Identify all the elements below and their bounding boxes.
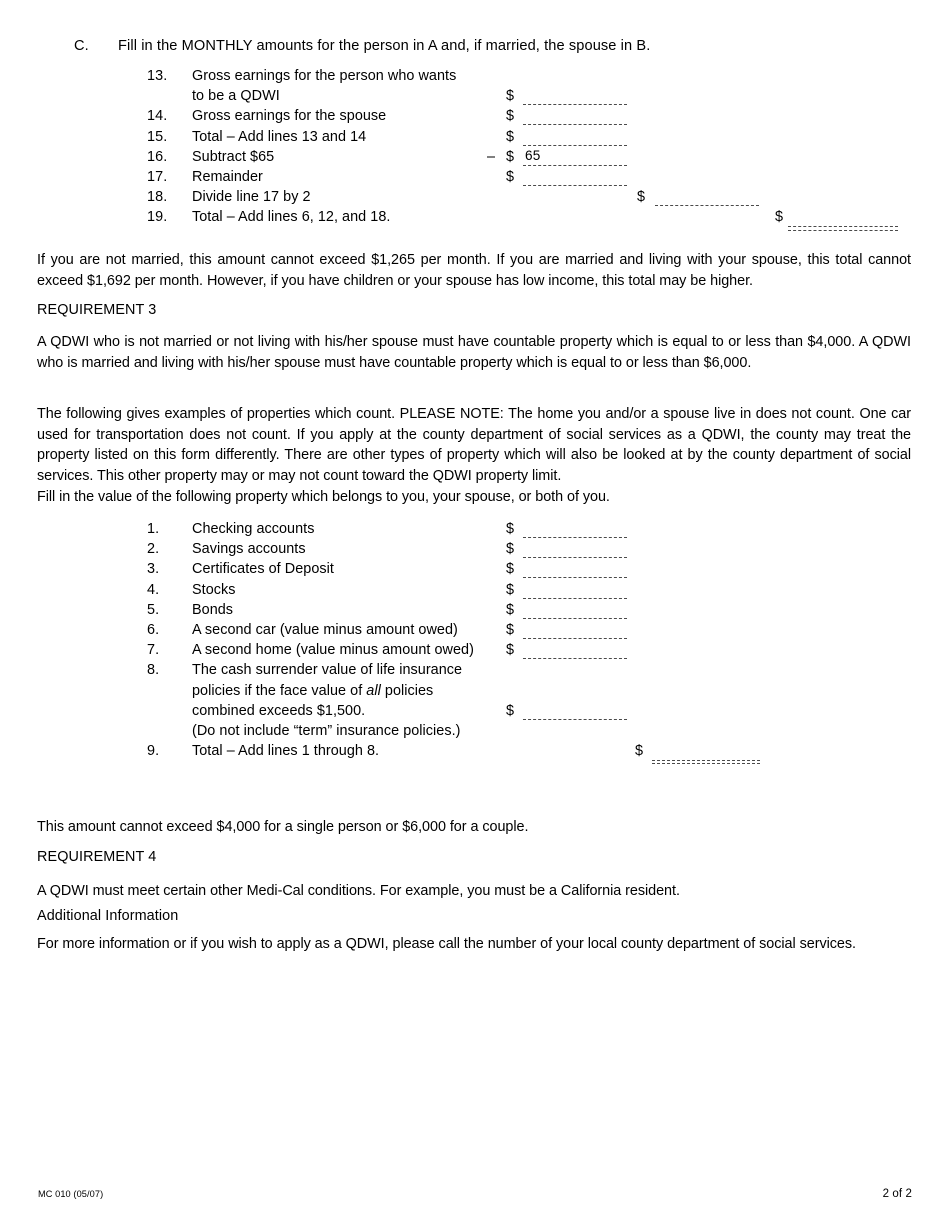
currency-symbol: $: [506, 148, 515, 165]
item-number: 13.: [147, 68, 168, 84]
section-c-text: Fill in the MONTHLY amounts for the person in A and, if married, the spouse in B.: [118, 38, 651, 54]
currency-symbol: $: [506, 642, 515, 659]
list-item: [147, 129, 907, 149]
item-number: 14.: [147, 108, 168, 125]
fill-in-line[interactable]: [523, 577, 627, 578]
fill-in-line[interactable]: [523, 618, 627, 619]
fill-in-line[interactable]: [523, 185, 627, 186]
item8-l2-post: policies: [380, 682, 434, 699]
property-note-paragraph: This amount cannot exceed $4,000 for a single person or $6,000 for a couple.: [37, 819, 529, 835]
requirement-3-heading: REQUIREMENT 3: [37, 302, 157, 318]
item-label-continued: (Do not include “term” insurance policies.): [192, 722, 461, 739]
item-number: 6.: [147, 621, 160, 638]
item-8-line-4: [147, 723, 907, 743]
currency-symbol: $: [506, 168, 515, 185]
list-item: [147, 743, 907, 763]
item-number: 5.: [147, 601, 160, 618]
item-label: Gross earnings for the person who wants: [192, 68, 457, 84]
item-label: Divide line 17 by 2: [192, 189, 311, 206]
additional-information-heading: Additional Information: [37, 908, 179, 924]
item-label: A second car (value minus amount owed): [192, 621, 458, 638]
currency-symbol: $: [506, 521, 515, 537]
additional-information-paragraph: For more information or if you wish to apply as a QDWI, please call the number of your local county department of social services.: [37, 936, 856, 952]
currency-symbol: $: [506, 108, 515, 125]
item-label: Total – Add lines 6, 12, and 18.: [192, 209, 391, 226]
currency-symbol: $: [506, 561, 515, 578]
requirement-3-paragraph-3: Fill in the value of the following property which belongs to you, your spouse, or both of you.: [37, 489, 610, 505]
item-number: 1.: [147, 521, 160, 537]
item-number: 15.: [147, 128, 168, 145]
fill-in-line-total[interactable]: [652, 760, 760, 761]
item-number: 4.: [147, 581, 160, 598]
item-label: A second home (value minus amount owed): [192, 642, 474, 659]
requirement-4-paragraph: A QDWI must meet certain other Medi-Cal conditions. For example, you must be a California resident.: [37, 883, 680, 899]
item-label: Subtract $65: [192, 148, 275, 165]
list-item: [147, 541, 907, 561]
list-item: [147, 149, 907, 169]
item-label-continued: [192, 683, 433, 699]
requirement-3-paragraph-2: The following gives examples of properties which count. PLEASE NOTE: The home you and/or a spouse live in does not count. One car used for transportation does not count. If you apply at the county department of social services as a QDWI, the county may treat the property listed on this form differently. There are other types of property which will also be looked at by the county department of social services. This other property may or may not count toward the QDWI property limit.: [37, 406, 911, 484]
filled-value[interactable]: 65: [525, 147, 541, 163]
list-item: [147, 662, 907, 682]
currency-symbol: $: [506, 581, 515, 598]
fill-in-line[interactable]: [523, 104, 627, 105]
income-items-list: [147, 68, 907, 230]
currency-symbol: $: [637, 189, 646, 206]
list-item: [147, 88, 907, 108]
currency-symbol: $: [506, 621, 515, 638]
item-label: Certificates of Deposit: [192, 561, 334, 578]
item-label: Total – Add lines 1 through 8.: [192, 743, 380, 760]
item-label: Bonds: [192, 601, 234, 618]
item-number: 16.: [147, 148, 168, 165]
fill-in-line[interactable]: [655, 205, 759, 206]
list-item: [147, 602, 907, 622]
currency-symbol: $: [506, 128, 515, 145]
item-label: Total – Add lines 13 and 14: [192, 128, 367, 145]
currency-symbol: $: [775, 209, 784, 226]
fill-in-line[interactable]: [523, 598, 627, 599]
fill-in-line[interactable]: [523, 165, 627, 166]
fill-in-line[interactable]: [523, 658, 627, 659]
list-item: [147, 521, 907, 541]
list-item: [147, 622, 907, 642]
currency-symbol: $: [506, 702, 515, 719]
footer-form-id: MC 010 (05/07): [38, 1189, 104, 1199]
item-label: The cash surrender value of life insurance: [192, 662, 463, 679]
list-item: [147, 209, 907, 229]
list-item: [147, 642, 907, 662]
fill-in-line[interactable]: [523, 719, 627, 720]
fill-in-line[interactable]: [523, 638, 627, 639]
currency-symbol: $: [506, 541, 515, 558]
item8-l2-pre: policies if the face value of: [192, 682, 367, 699]
item-number: 2.: [147, 541, 160, 558]
property-items-list: [147, 521, 907, 763]
minus-sign: –: [487, 148, 496, 165]
item-label: Remainder: [192, 168, 263, 185]
currency-symbol: $: [635, 743, 644, 760]
list-item: [147, 108, 907, 128]
item-label: Savings accounts: [192, 541, 306, 558]
item-number: 18.: [147, 189, 168, 206]
income-note-paragraph: If you are not married, this amount cannot exceed $1,265 per month. If you are married and living with your spouse, this total cannot exceed $1,692 per month. However, if you have children or your spouse has low income, this total may be higher.: [37, 252, 911, 289]
list-item: [147, 582, 907, 602]
item-number: 8.: [147, 662, 160, 679]
section-c-heading: [74, 38, 650, 54]
fill-in-line[interactable]: [523, 557, 627, 558]
requirement-3-paragraph-1: A QDWI who is not married or not living with his/her spouse must have countable property which is equal to or less than $4,000. A QDWI who is married and living with his/her spouse must have countable property which is equal to or less than $6,000.: [37, 334, 911, 371]
fill-in-line-total[interactable]: [788, 226, 898, 227]
fill-in-line[interactable]: [523, 145, 627, 146]
requirement-4-heading: REQUIREMENT 4: [37, 849, 157, 865]
footer-page-number: 2 of 2: [882, 1188, 912, 1200]
item-label: Gross earnings for the spouse: [192, 108, 387, 125]
item-label: Checking accounts: [192, 521, 315, 537]
fill-in-line[interactable]: [523, 124, 627, 125]
list-item: [147, 561, 907, 581]
currency-symbol: $: [506, 88, 515, 105]
currency-symbol: $: [506, 601, 515, 618]
fill-in-line[interactable]: [523, 537, 627, 538]
list-item: [147, 68, 907, 88]
list-item: [147, 169, 907, 189]
list-item: [147, 189, 907, 209]
item-label-continued: combined exceeds $1,500.: [192, 702, 366, 719]
item-label-continued: to be a QDWI: [192, 88, 280, 105]
item-number: 19.: [147, 209, 168, 226]
item-number: 3.: [147, 561, 160, 578]
item-number: 17.: [147, 168, 168, 185]
item8-emphasis-all: all: [366, 682, 381, 699]
item-number: 9.: [147, 743, 160, 760]
section-c-label: C.: [74, 38, 89, 54]
item-number: 7.: [147, 642, 160, 659]
item-8-line-2: [147, 683, 907, 703]
item-8-line-3: [147, 703, 907, 723]
item-label: Stocks: [192, 581, 236, 598]
